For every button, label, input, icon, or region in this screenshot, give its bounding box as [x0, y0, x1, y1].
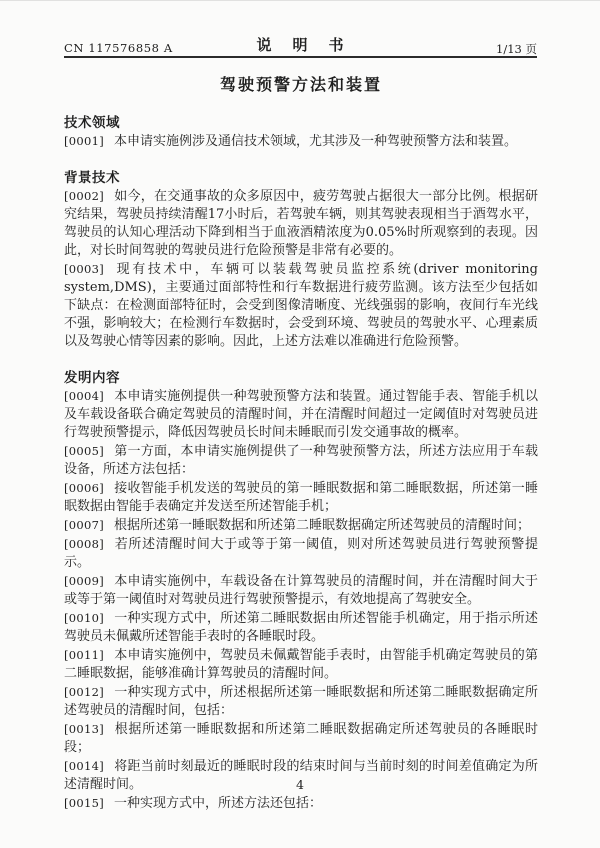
document-number: CN 117576858 A: [64, 41, 173, 55]
paragraph-text: 现有技术中，车辆可以装载驾驶员监控系统(driver monitoring system,DMS)，主要通过面部特性和行车数据进行疲劳监测。该方法至少包括如下缺点：在检测面部特征时，会受到图像清晰度、光线强弱的影响，夜间行车光线不强，影响较大；在检测行车数据时，会受到环境、驾驶员的驾驶水平、心理素质以及驾驶心情等因素的影响。因此，上述方法难以准确进行危险预警。: [64, 262, 538, 349]
paragraph-text: 将距当前时刻最近的睡眠时段的结束时间与当前时刻的时间差值确定为所述清醒时间。: [64, 759, 538, 792]
paragraph-text: 若所述清醒时间大于或等于第一阈值，则对所述驾驶员进行驾驶预警提示。: [64, 537, 538, 570]
paragraph-number: [0002]: [64, 189, 105, 203]
paragraph-number: [0011]: [64, 648, 105, 662]
paragraph: [64, 646, 538, 683]
paragraph-number: [0013]: [64, 722, 105, 736]
page-title: 驾驶预警方法和装置: [219, 75, 382, 94]
section-technical-field: [64, 114, 538, 151]
paragraph: [64, 683, 538, 720]
paragraph-number: [0009]: [64, 574, 105, 588]
paragraph-number: [0008]: [64, 537, 105, 551]
section-heading: 技术领域: [64, 115, 120, 131]
paragraph-number: [0007]: [64, 518, 105, 532]
header-rule: [64, 56, 537, 58]
paragraph-text: 一种实现方式中，所述根据所述第一睡眠数据和所述第二睡眠数据确定所述驾驶员的清醒时间，包括：: [64, 685, 538, 718]
paragraph-number: [0004]: [64, 389, 105, 403]
paragraph: [64, 516, 538, 535]
paragraph-number: [0001]: [64, 134, 105, 148]
paragraph-number: [0003]: [64, 262, 105, 276]
paragraph: [64, 720, 538, 757]
page-header: [0, 1, 600, 58]
paragraph-text: 一种实现方式中，所述第二睡眠数据由所述智能手机确定，用于指示所述驾驶员未佩戴所述智能手表时的各睡眠时段。: [64, 611, 538, 644]
paragraph-number: [0005]: [64, 444, 105, 458]
page-number: 4: [296, 777, 304, 792]
section-background-art: [64, 169, 538, 351]
paragraph-number: [0006]: [64, 481, 105, 495]
paragraph-text: 本申请实施例涉及通信技术领域，尤其涉及一种驾驶预警方法和装置。: [114, 134, 518, 149]
paragraph: [64, 387, 538, 442]
paragraph: [64, 187, 538, 260]
paragraph-text: 本申请实施例中，驾驶员未佩戴智能手表时，由智能手机确定驾驶员的第二睡眠数据，能够准确计算驾驶员的清醒时间。: [64, 648, 538, 681]
paragraph-text: 如今，在交通事故的众多原因中，疲劳驾驶占据很大一部分比例。根据研究结果，驾驶员持续清醒17小时后，若驾驶车辆，则其驾驶表现相当于酒驾水平，驾驶员的认知心理活动下降到相当于血液酒精浓度为0.05%时所观察到的表现。因此，对长时间驾驶的驾驶员进行危险预警是非常有必要的。: [64, 189, 538, 258]
paragraph: [64, 572, 538, 609]
paragraph-text: 第一方面，本申请实施例提供了一种驾驶预警方法，所述方法应用于车载设备，所述方法包括：: [64, 444, 538, 477]
paragraph: [64, 794, 538, 813]
document-type-label: 说明书: [256, 36, 365, 54]
document-body: [64, 114, 538, 813]
paragraph: [64, 535, 538, 572]
section-heading: 发明内容: [64, 370, 120, 386]
section-summary-of-invention: [64, 369, 538, 813]
section-heading: 背景技术: [64, 170, 120, 186]
paragraph-text: 根据所述第一睡眠数据和所述第二睡眠数据确定所述驾驶员的清醒时间；: [114, 518, 531, 533]
page-indicator: 1/13 页: [496, 42, 537, 56]
paragraph-text: 本申请实施例中，车载设备在计算驾驶员的清醒时间，并在清醒时间大于或等于第一阈值时对驾驶员进行驾驶预警提示，有效地提高了驾驶安全。: [64, 574, 538, 607]
paragraph: [64, 442, 538, 479]
paragraph: [64, 609, 538, 646]
paragraph-text: 接收智能手机发送的驾驶员的第一睡眠数据和第二睡眠数据，所述第一睡眠数据由智能手表确定并发送至所述智能手机；: [64, 481, 538, 514]
paragraph-text: 本申请实施例提供一种驾驶预警方法和装置。通过智能手表、智能手机以及车载设备联合确定驾驶员的清醒时间，并在清醒时间超过一定阈值时对驾驶员进行驾驶预警提示，降低因驾驶员长时间未睡眠而引发交通事故的概率。: [64, 389, 538, 440]
paragraph: [64, 479, 538, 516]
paragraph-number: [0014]: [64, 759, 105, 773]
paragraph: [64, 260, 538, 351]
paragraph-text: 根据所述第一睡眠数据和所述第二睡眠数据确定所述驾驶员的各睡眠时段；: [64, 722, 538, 755]
paragraph-number: [0012]: [64, 685, 105, 699]
paragraph-number: [0015]: [64, 796, 105, 810]
paragraph-number: [0010]: [64, 611, 105, 625]
paragraph-text: 一种实现方式中，所述方法还包括：: [114, 796, 323, 811]
paragraph: [64, 132, 538, 151]
page-footer: [0, 777, 600, 792]
